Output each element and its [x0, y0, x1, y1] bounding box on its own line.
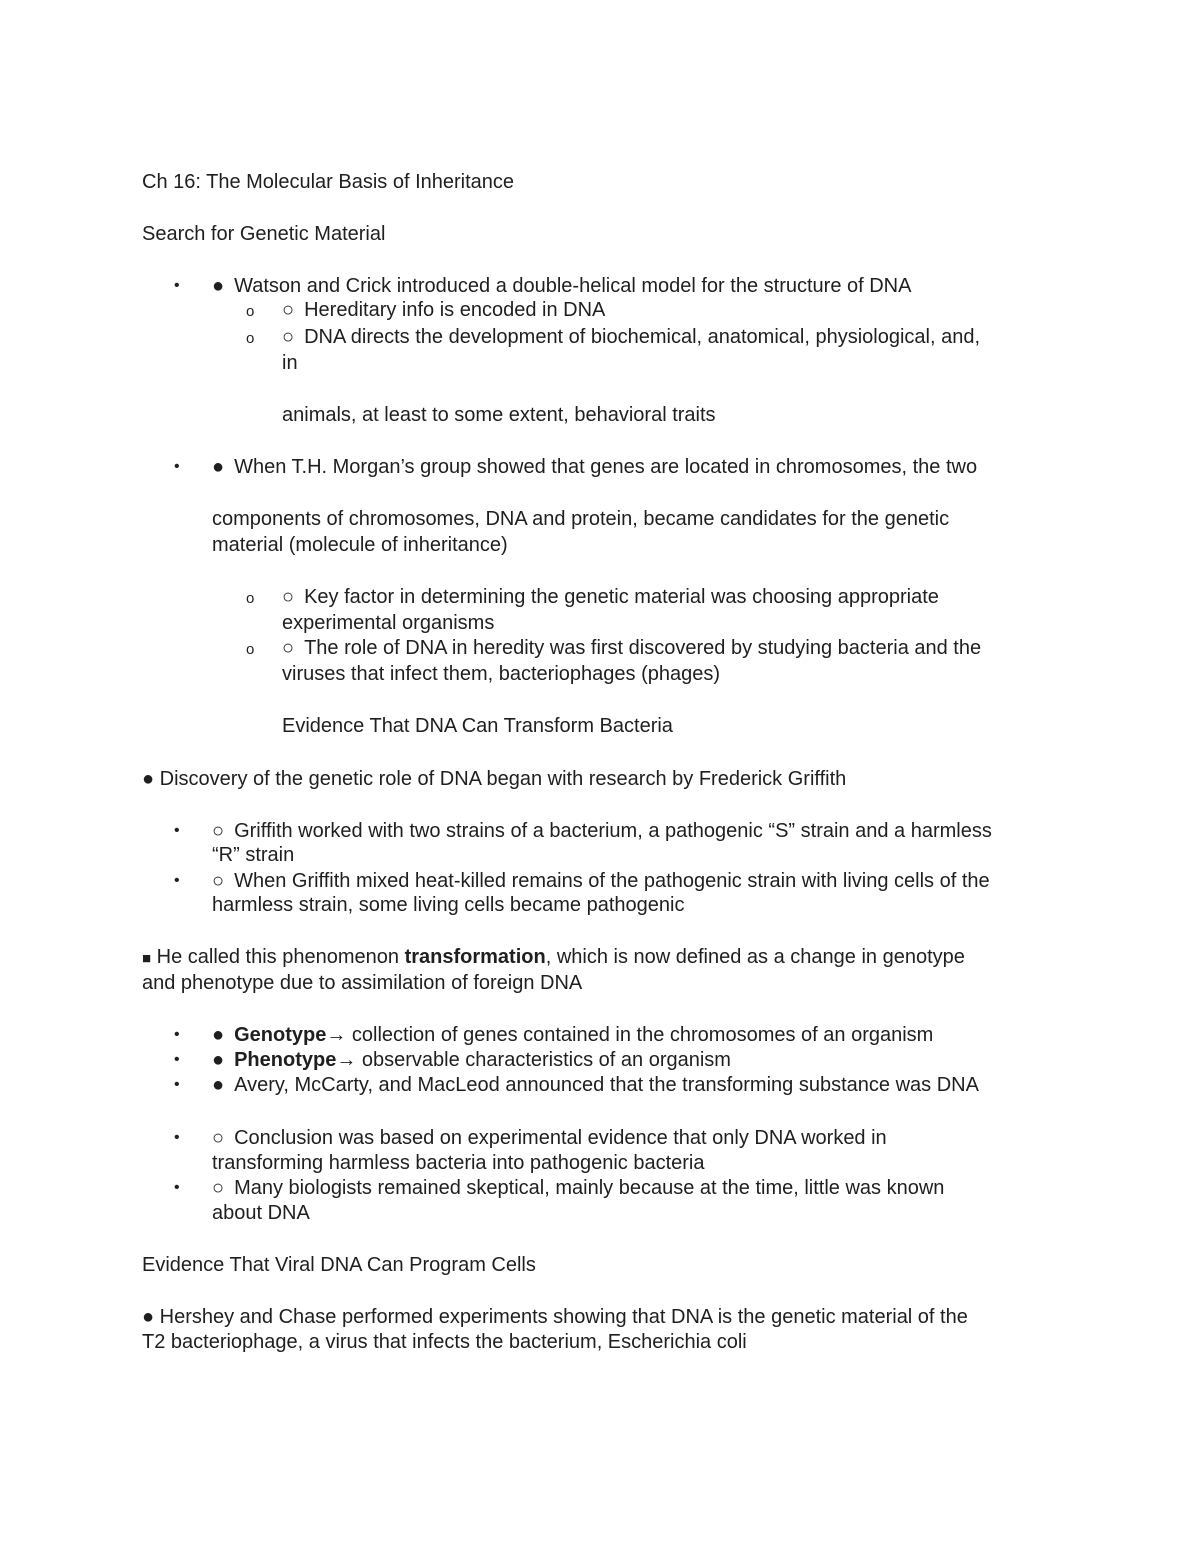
bullet-icon: •: [174, 277, 180, 294]
circle-bullet-icon: ○: [212, 1177, 225, 1199]
paragraph: ● Discovery of the genetic role of DNA began with research by Frederick Griffith: [142, 768, 847, 790]
list-item-continuation: about DNA: [212, 1202, 310, 1224]
section-heading-genetic-material: Search for Genetic Material: [142, 223, 386, 245]
bullet-icon: •: [174, 1179, 180, 1196]
bullet-icon: •: [174, 1076, 180, 1093]
list-item: ○ The role of DNA in heredity was first discovered by studying bacteria and the: [282, 637, 982, 659]
list-item-continuation: material (molecule of inheritance): [212, 534, 508, 556]
list-item-continuation: “R” strain: [212, 844, 295, 866]
list-item: ○ Many biologists remained skeptical, mainly because at the time, little was known: [212, 1177, 945, 1199]
term-phenotype: Phenotype: [234, 1049, 337, 1071]
circle-bullet-icon: ○: [212, 870, 225, 892]
arrow-right-icon: →: [326, 1024, 347, 1046]
disc-bullet-icon: ●: [212, 275, 225, 297]
circle-bullet-icon: ○: [282, 637, 295, 659]
disc-bullet-icon: ●: [212, 1049, 225, 1071]
bullet-icon: •: [174, 1026, 180, 1043]
o-bullet-icon: o: [246, 590, 255, 607]
paragraph: ■ He called this phenomenon transformation, which is now defined as a change in genotype: [142, 946, 965, 968]
list-item-continuation: viruses that infect them, bacteriophages (phages): [282, 663, 721, 685]
disc-bullet-icon: ●: [142, 1306, 155, 1328]
circle-bullet-icon: ○: [282, 586, 295, 608]
disc-bullet-icon: ●: [212, 456, 225, 478]
list-item: ● Avery, McCarty, and MacLeod announced that the transforming substance was DNA: [212, 1074, 979, 1096]
arrow-right-icon: →: [336, 1049, 357, 1071]
list-item-continuation: harmless strain, some living cells became pathogenic: [212, 894, 685, 916]
list-item: ● Phenotype→ observable characteristics of an organism: [212, 1049, 731, 1071]
circle-bullet-icon: ○: [212, 820, 225, 842]
paragraph-continuation: T2 bacteriophage, a virus that infects the bacterium, Escherichia coli: [142, 1331, 747, 1353]
list-item: ● Genotype→ collection of genes contained in the chromosomes of an organism: [212, 1024, 934, 1046]
term-genotype: Genotype: [234, 1024, 327, 1046]
list-item: ○ Hereditary info is encoded in DNA: [282, 299, 606, 321]
o-bullet-icon: o: [246, 303, 255, 320]
list-item: ○ When Griffith mixed heat-killed remains of the pathogenic strain with living cells of the: [212, 870, 990, 892]
disc-bullet-icon: ●: [142, 768, 155, 790]
document-title: Ch 16: The Molecular Basis of Inheritance: [142, 171, 515, 193]
bullet-icon: •: [174, 1129, 180, 1146]
bullet-icon: •: [174, 822, 180, 839]
o-bullet-icon: o: [246, 330, 255, 347]
circle-bullet-icon: ○: [282, 326, 295, 348]
term-transformation: transformation: [404, 946, 546, 968]
circle-bullet-icon: ○: [282, 299, 295, 321]
list-item-continuation: transforming harmless bacteria into pathogenic bacteria: [212, 1152, 705, 1174]
paragraph-continuation: and phenotype due to assimilation of foreign DNA: [142, 972, 583, 994]
list-item-continuation: experimental organisms: [282, 612, 495, 634]
list-item: ○ Key factor in determining the genetic material was choosing appropriate: [282, 586, 939, 608]
list-item-continuation: in: [282, 352, 298, 374]
o-bullet-icon: o: [246, 641, 255, 658]
section-heading-viral-dna: Evidence That Viral DNA Can Program Cells: [142, 1254, 536, 1276]
bullet-icon: •: [174, 458, 180, 475]
list-item: ● When T.H. Morgan’s group showed that genes are located in chromosomes, the two: [212, 456, 978, 478]
disc-bullet-icon: ●: [212, 1024, 225, 1046]
circle-bullet-icon: ○: [212, 1127, 225, 1149]
square-bullet-icon: ■: [142, 950, 152, 967]
list-item: ○ Conclusion was based on experimental evidence that only DNA worked in: [212, 1127, 887, 1149]
paragraph: ● Hershey and Chase performed experiments showing that DNA is the genetic material of the: [142, 1306, 968, 1328]
bullet-icon: •: [174, 872, 180, 889]
list-item-continuation: animals, at least to some extent, behavioral traits: [282, 404, 716, 426]
list-item: ○ DNA directs the development of biochemical, anatomical, physiological, and,: [282, 326, 981, 348]
list-item-continuation: components of chromosomes, DNA and protein, became candidates for the genetic: [212, 508, 950, 530]
bullet-icon: •: [174, 1051, 180, 1068]
list-item: ○ Griffith worked with two strains of a bacterium, a pathogenic “S” strain and a harmless: [212, 820, 992, 842]
section-heading-transform-bacteria: Evidence That DNA Can Transform Bacteria: [282, 715, 673, 737]
list-item: ● Watson and Crick introduced a double-helical model for the structure of DNA: [212, 275, 912, 297]
disc-bullet-icon: ●: [212, 1074, 225, 1096]
